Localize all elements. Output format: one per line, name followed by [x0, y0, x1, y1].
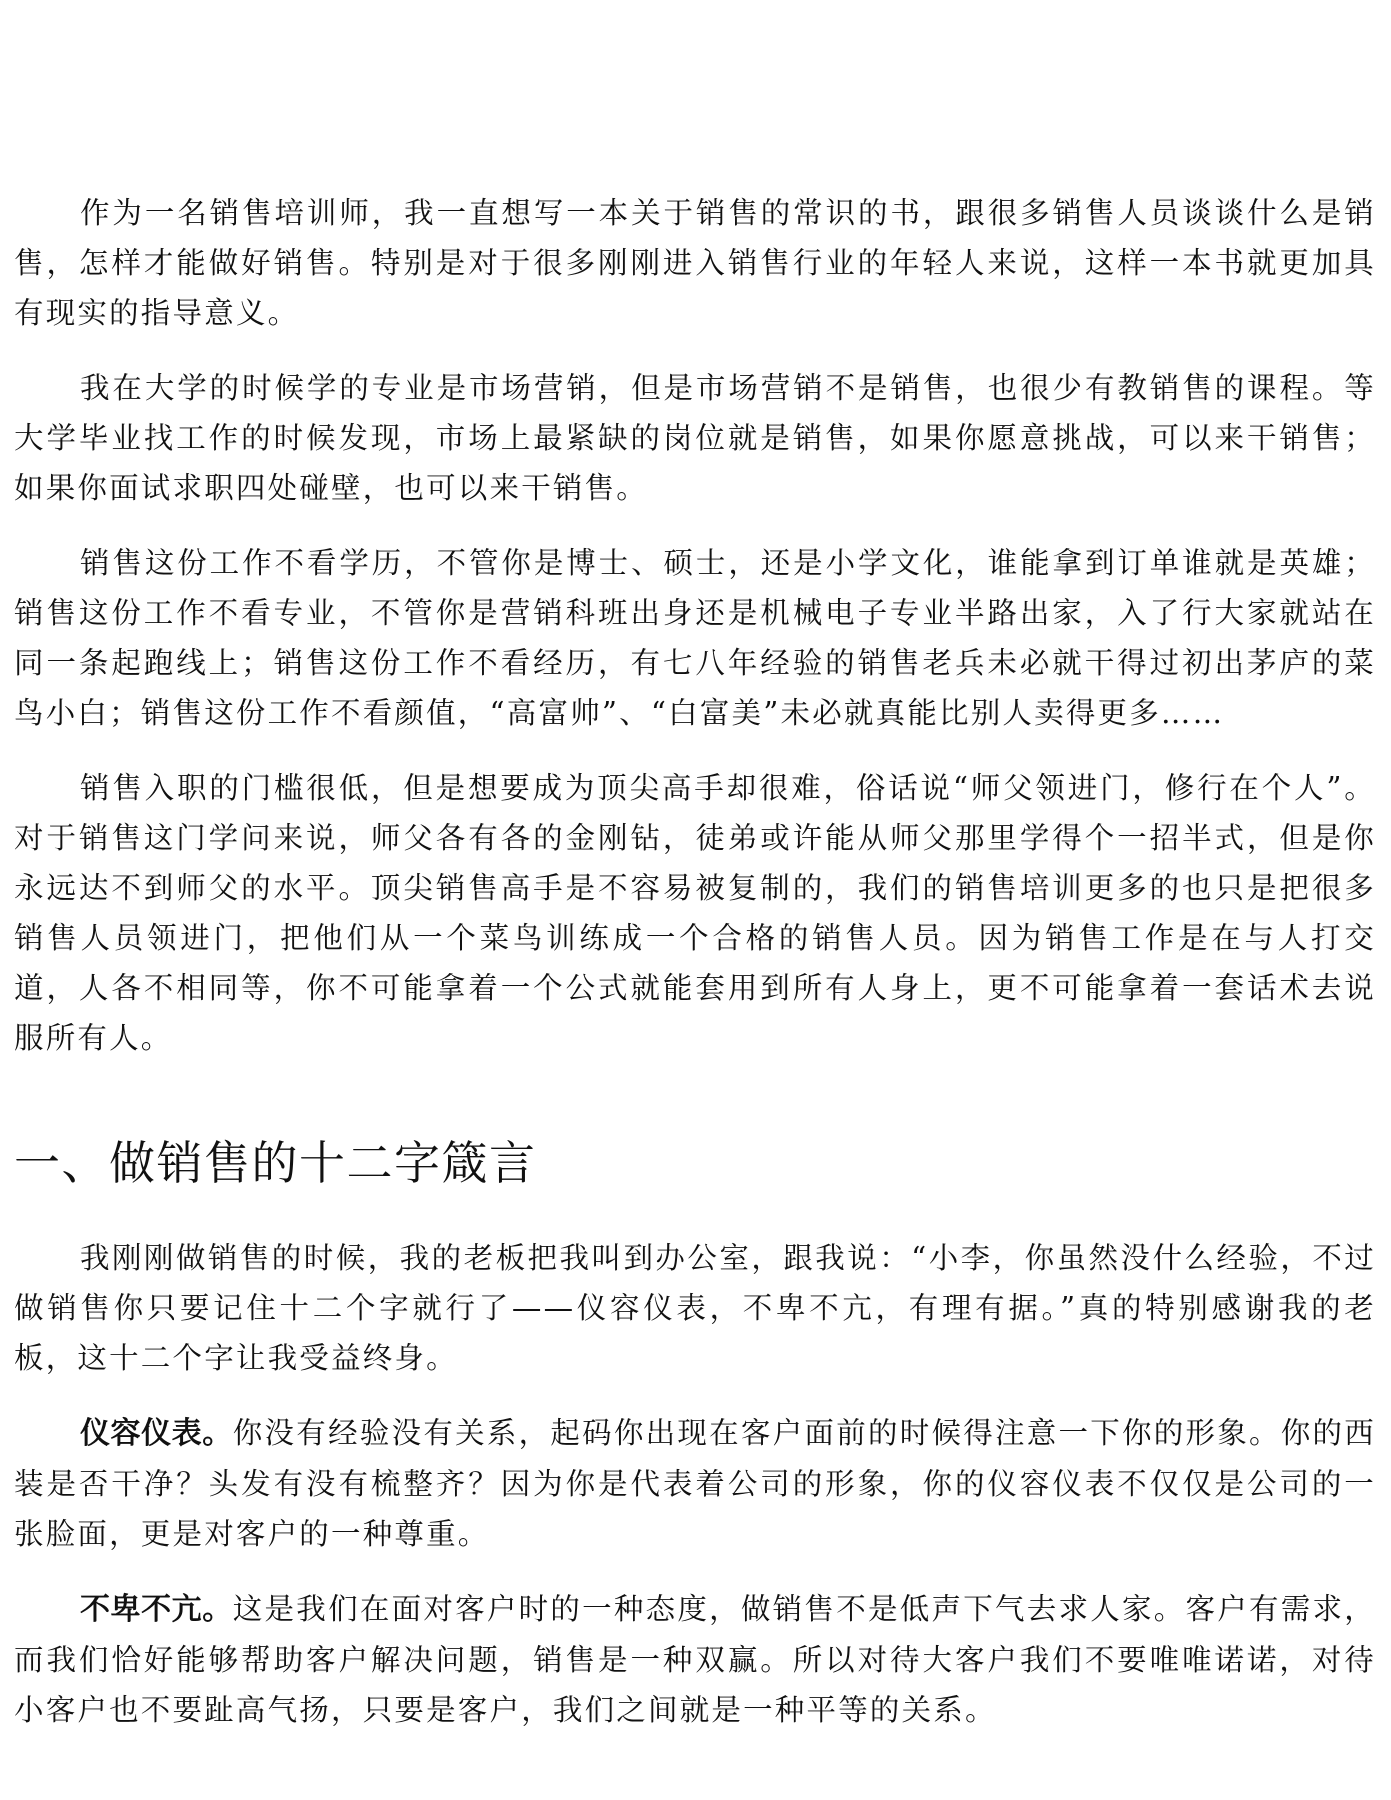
point-paragraph-attitude: [14, 1584, 1376, 1735]
section-opening-paragraph: 我刚刚做销售的时候，我的老板把我叫到办公室，跟我说：“小李，你虽然没什么经验，不过做销售你只要记住十二个字就行了——仪容仪表，不卑不亢，有理有据。”真的特别感谢我的老板，这十二个字让我受益终身。: [14, 1241, 1376, 1375]
point-text-appearance: 你没有经验没有关系，起码你出现在客户面前的时候得注意一下你的形象。你的西装是否干净？头发有没有梳整齐？因为你是代表着公司的形象，你的仪容仪表不仅仅是公司的一张脸面，更是对客户的一种尊重。: [14, 1416, 1377, 1551]
point-paragraph-appearance: [14, 1408, 1376, 1559]
point-text-attitude: 这是我们在面对客户时的一种态度，做销售不是低声下气去求人家。客户有需求，而我们恰好能够帮助客户解决问题，销售是一种双赢。所以对待大客户我们不要唯唯诺诺，对待小客户也不要趾高气扬，只要是客户，我们之间就是一种平等的关系。: [14, 1592, 1377, 1727]
intro-paragraph-3: 销售这份工作不看学历，不管你是博士、硕士，还是小学文化，谁能拿到订单谁就是英雄；销售这份工作不看专业，不管你是营销科班出身还是机械电子专业半路出家，入了行大家就站在同一条起跑线上；销售这份工作不看经历，有七八年经验的销售老兵未必就干得过初出茅庐的菜鸟小白；销售这份工作不看颜值，“高富帅”、“白富美”未必就真能比别人卖得更多……: [14, 546, 1376, 730]
intro-paragraph-2: 我在大学的时候学的专业是市场营销，但是市场营销不是销售，也很少有教销售的课程。等大学毕业找工作的时候发现，市场上最紧缺的岗位就是销售，如果你愿意挑战，可以来干销售；如果你面试求职四处碰壁，也可以来干销售。: [14, 371, 1376, 505]
point-lead-attitude: 不卑不亢。: [80, 1592, 233, 1627]
section-heading: 一、做销售的十二字箴言: [14, 1136, 537, 1190]
intro-paragraph-1: 作为一名销售培训师，我一直想写一本关于销售的常识的书，跟很多销售人员谈谈什么是销售，怎样才能做好销售。特别是对于很多刚刚进入销售行业的年轻人来说，这样一本书就更加具有现实的指导意义。: [14, 196, 1376, 330]
intro-paragraph-4: 销售入职的门槛很低，但是想要成为顶尖高手却很难，俗话说“师父领进门，修行在个人”。对于销售这门学问来说，师父各有各的金刚钻，徒弟或许能从师父那里学得个一招半式，但是你永远达不到师父的水平。顶尖销售高手是不容易被复制的，我们的销售培训更多的也只是把很多销售人员领进门，把他们从一个菜鸟训练成一个合格的销售人员。因为销售工作是在与人打交道，人各不相同等，你不可能拿着一个公式就能套用到所有人身上，更不可能拿着一套话术去说服所有人。: [14, 771, 1376, 1055]
document-page: [14, 188, 1376, 1760]
point-lead-appearance: 仪容仪表。: [80, 1416, 233, 1451]
